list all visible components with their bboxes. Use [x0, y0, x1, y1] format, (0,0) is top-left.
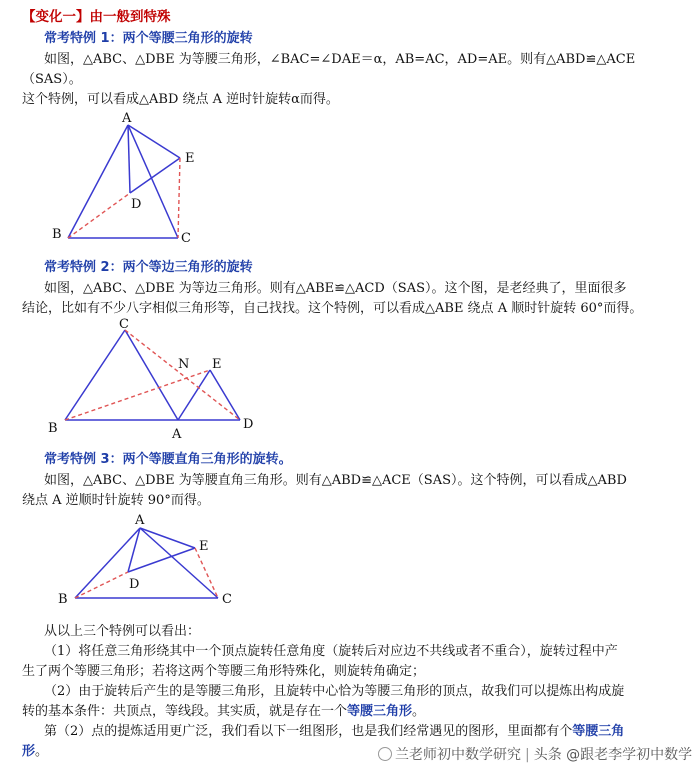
section-heading: 【变化一】由一般到特殊 — [22, 9, 171, 25]
example2-text-line2: 结论，比如有不少八字相似三角形等，自己找找。这个特例，可以看成△ABE 绕点 A 顺时针旋转 60°而得。 — [22, 301, 643, 316]
conclusion-p3-line2-end: 。 — [35, 744, 49, 759]
fig2-label-n: N — [178, 357, 190, 372]
highlight-isosceles-triangle: 等腰三角形 — [347, 704, 413, 719]
example1-title: 常考特例 1：两个等腰三角形的旋转 — [44, 31, 253, 46]
fig3-label-c: C — [222, 592, 232, 607]
watermark-left: 兰老师初中数学研究 — [395, 747, 521, 763]
figure-example2 — [0, 317, 640, 445]
fig2-label-b: B — [48, 421, 58, 436]
fig1-label-e: E — [185, 151, 195, 166]
figure-example1 — [0, 110, 640, 245]
conclusion-p1-line2: 生了两个等腰三角形；若将这两个等腰三角形特殊化，则旋转角确定； — [22, 664, 426, 679]
example3-text-line1: 如图，△ABC、△DBE 为等腰直角三角形。则有△ABD≌△ACE（SAS）。这个特例，可以看成△ABD — [44, 473, 627, 488]
fig1-label-c: C — [181, 231, 191, 246]
watermark-right: 头条 @跟老李学初中数学 — [533, 747, 692, 763]
conclusion-intro: 从以上三个特例可以看出： — [44, 624, 201, 639]
fig2-label-c: C — [119, 317, 129, 332]
example3-text-line2: 绕点 A 逆顺时针旋转 90°而得。 — [22, 493, 210, 508]
fig3-label-d: D — [129, 577, 140, 592]
fig3-label-b: B — [58, 592, 68, 607]
conclusion-p2-line1: （2）由于旋转后产生的是等腰三角形，且旋转中心恰为等腰三角形的顶点，故我们可以提炼出构成旋 — [44, 684, 625, 699]
conclusion-p2-line2 — [22, 703, 425, 721]
example1-text-line1: 如图，△ABC、△DBE 为等腰三角形，∠BAC=∠DAE＝α，AB=AC，AD=AE。则有△ABD≌△ACE — [44, 52, 636, 67]
fig1-label-d: D — [131, 197, 142, 212]
conclusion-p1-line1: （1）将任意三角形绕其中一个顶点旋转任意角度（旋转后对应边不共线或者不重合），旋转过程中产 — [44, 644, 618, 659]
conclusion-p3-line1 — [44, 723, 624, 741]
watermark: 兰老师初中数学研究 | 头条 @跟老李学初中数学 — [378, 744, 692, 764]
fig2-label-e: E — [212, 357, 222, 372]
figure-example3 — [0, 510, 640, 610]
fig3-label-a: A — [135, 513, 145, 528]
conclusion-p2-line2-text: 转的基本条件：共顶点，等线段。其实质，就是存在一个 — [22, 704, 348, 719]
fig2-label-a: A — [172, 427, 182, 442]
fig1-label-b: B — [52, 227, 62, 242]
example1-text-line2: （SAS）。 — [22, 72, 82, 87]
highlight-isosceles-triangle-3: 形 — [22, 744, 36, 759]
conclusion-p2-line2-end: 。 — [412, 704, 426, 719]
example2-title: 常考特例 2：两个等边三角形的旋转 — [44, 260, 253, 275]
wechat-logo-icon — [378, 747, 392, 761]
fig1-label-a: A — [122, 111, 132, 126]
fig2-label-d: D — [243, 417, 254, 432]
highlight-isosceles-triangle-2: 等腰三角 — [572, 724, 625, 739]
example3-title: 常考特例 3：两个等腰直角三角形的旋转。 — [44, 452, 292, 467]
example1-text-line3: 这个特例，可以看成△ABD 绕点 A 逆时针旋转α而得。 — [22, 92, 339, 107]
conclusion-p3-line2 — [22, 743, 48, 761]
example2-text-line1: 如图，△ABC、△DBE 为等边三角形。则有△ABE≌△ACD（SAS）。这个图，是老经典了，里面很多 — [44, 281, 627, 296]
fig3-label-e: E — [199, 539, 209, 554]
conclusion-p3-line1-text: 第（2）点的提炼适用更广泛，我们看以下一组图形，也是我们经常遇见的图形，里面都有个 — [44, 724, 573, 739]
